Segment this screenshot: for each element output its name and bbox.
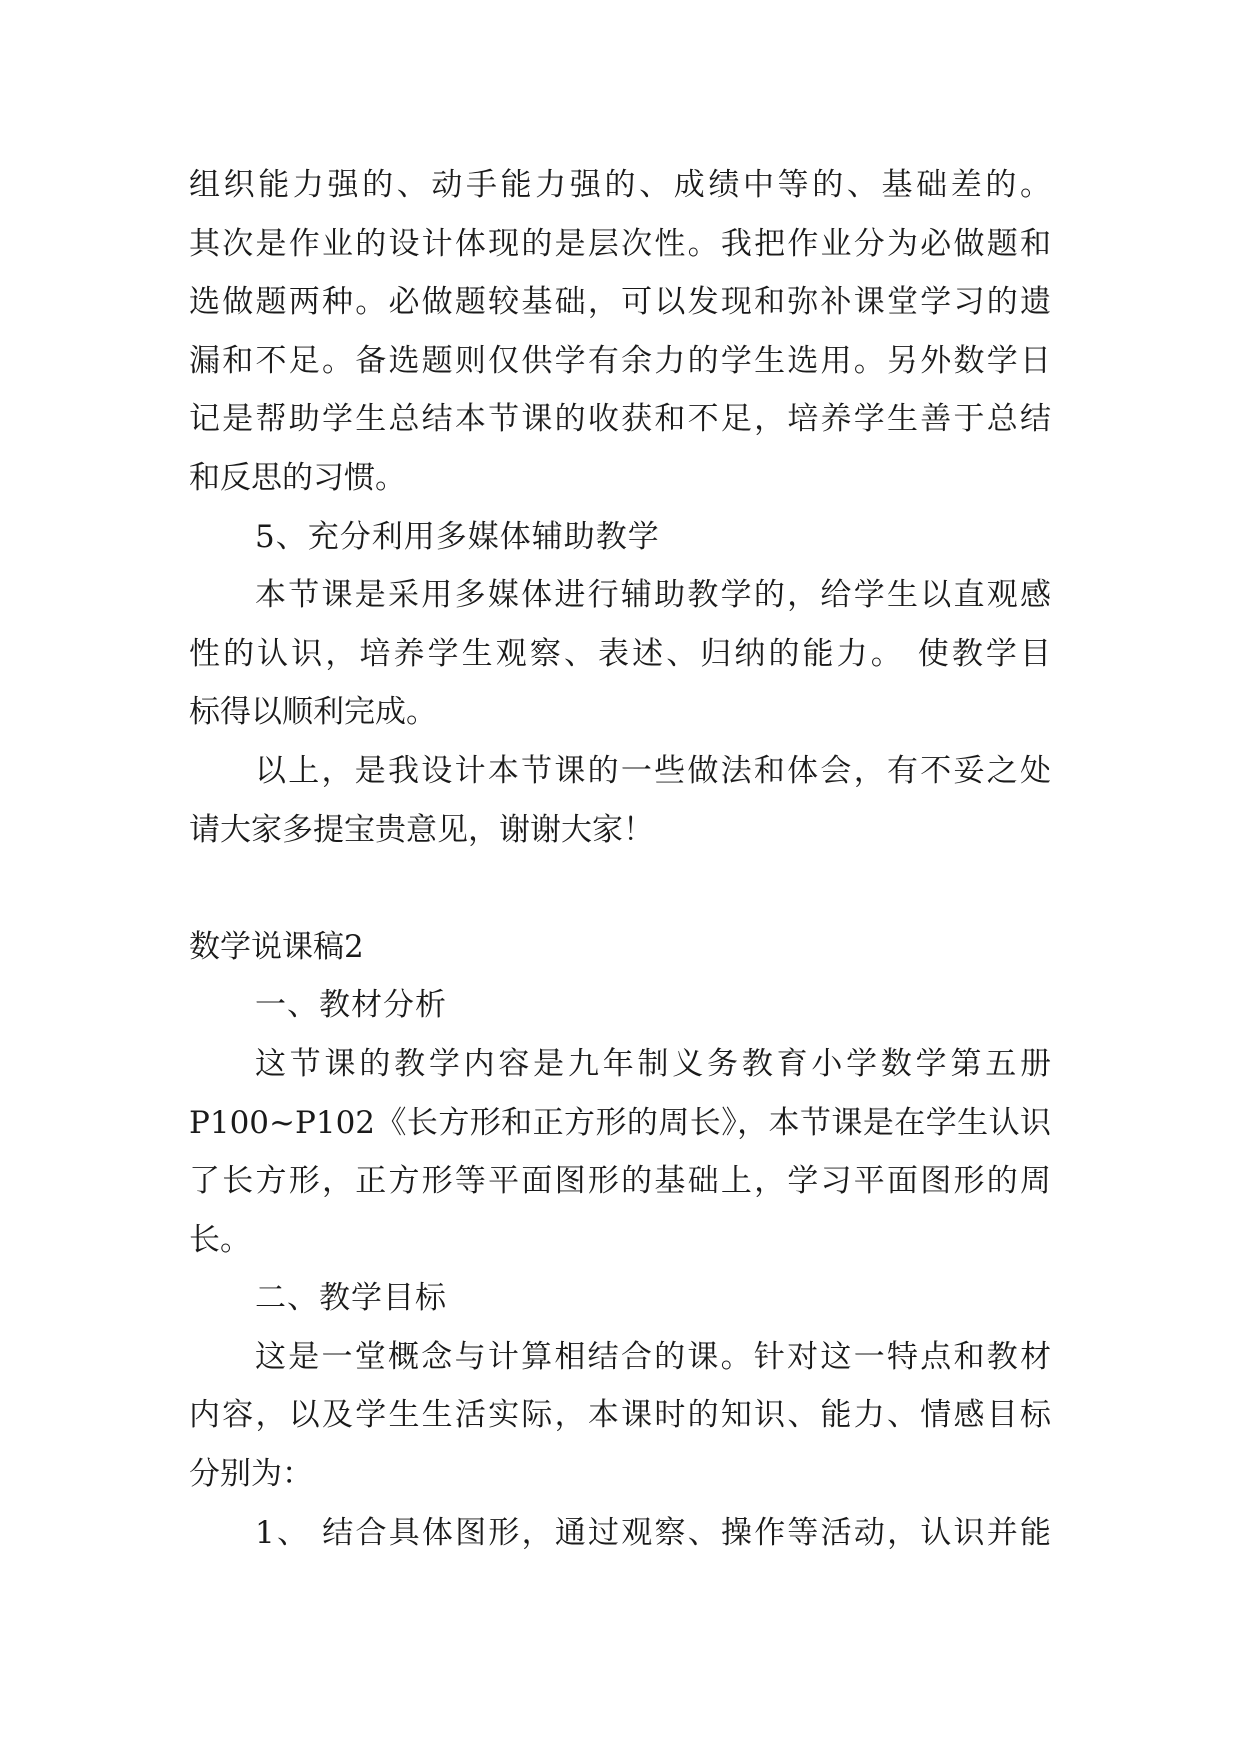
- document-title: 数学说课稿2: [189, 928, 364, 965]
- text-line: 选做题两种。必做题较基础，可以发现和弥补课堂学习的遗: [189, 284, 1051, 321]
- text-line: P100~P102《长方形和正方形的周长》，本节课是在学生认识: [189, 1104, 1051, 1141]
- text-line: 内容，以及学生生活实际，本课时的知识、能力、情感目标: [189, 1397, 1051, 1434]
- text-line: 以上，是我设计本节课的一些做法和体会，有不妥之处: [255, 752, 1051, 789]
- text-line: 记是帮助学生总结本节课的收获和不足，培养学生善于总结: [189, 401, 1051, 438]
- section-heading: 二、教学目标: [255, 1280, 447, 1317]
- text-line: 分别为：: [189, 1456, 313, 1493]
- text-line: 其次是作业的设计体现的是层次性。我把作业分为必做题和: [189, 225, 1051, 262]
- text-line: 这节课的教学内容是九年制义务教育小学数学第五册: [255, 1045, 1051, 1082]
- text-line: 性的认识，培养学生观察、表述、归纳的能力。 使教学目: [189, 635, 1051, 672]
- text-line: 组织能力强的、动手能力强的、成绩中等的、基础差的。: [189, 167, 1051, 203]
- document-page: [189, 156, 1051, 1562]
- text-line: 了长方形，正方形等平面图形的基础上，学习平面图形的周: [189, 1163, 1051, 1200]
- section-heading: 5、充分利用多媒体辅助教学: [255, 518, 660, 555]
- text-line: 漏和不足。备选题则仅供学有余力的学生选用。另外数学日: [189, 342, 1051, 379]
- text-line: 和反思的习惯。: [189, 459, 406, 496]
- section-heading: 一、教材分析: [255, 987, 447, 1024]
- text-line: 这是一堂概念与计算相结合的课。针对这一特点和教材: [255, 1338, 1051, 1375]
- text-line: 长。: [189, 1221, 251, 1258]
- blank-line: [189, 859, 1051, 918]
- text-line: 1、 结合具体图形，通过观察、操作等活动，认识并能: [255, 1514, 1051, 1551]
- text-line: 请大家多提宝贵意见，谢谢大家！: [189, 811, 654, 848]
- text-line: 标得以顺利完成。: [189, 694, 437, 731]
- text-line: 本节课是采用多媒体进行辅助教学的，给学生以直观感: [255, 577, 1051, 614]
